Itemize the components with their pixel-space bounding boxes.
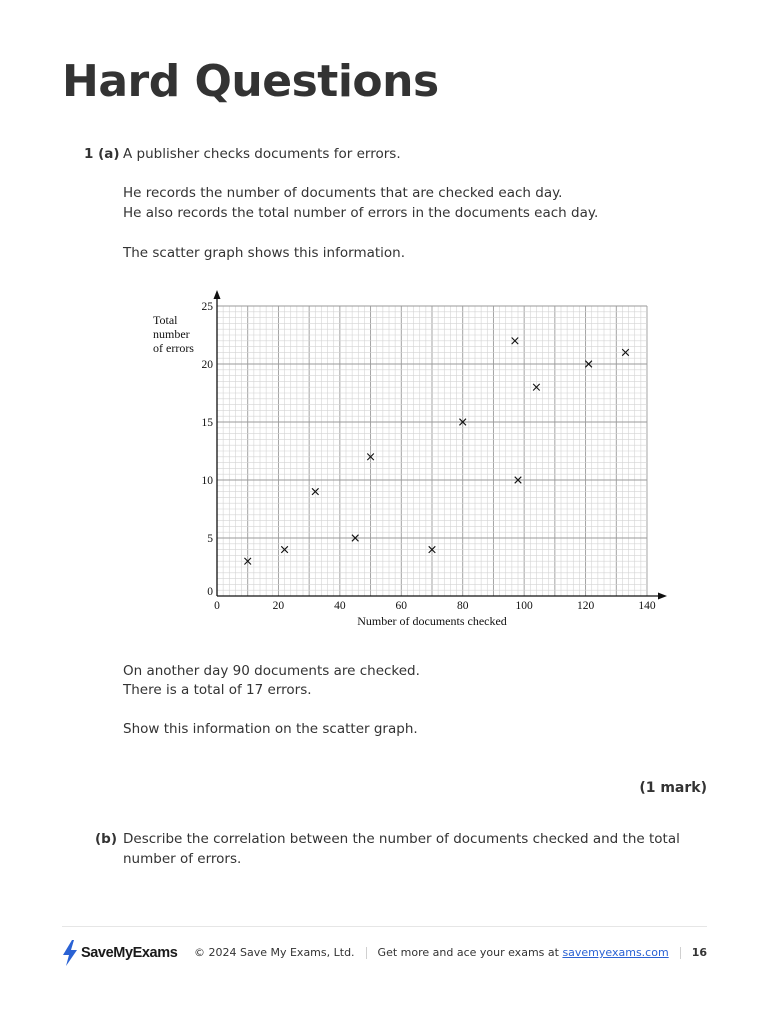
x-axis-label: Number of documents checked xyxy=(357,614,507,628)
footer-separator xyxy=(680,947,681,959)
copyright-text: © 2024 Save My Exams, Ltd. xyxy=(194,946,355,959)
question-a-line-2: He records the number of documents that are checked each day. xyxy=(123,185,563,201)
footer-divider xyxy=(62,926,707,927)
y-tick-label: 5 xyxy=(207,533,213,545)
y-axis-label-line: of errors xyxy=(153,341,194,355)
scatter-graph xyxy=(140,286,670,636)
x-tick-label: 40 xyxy=(334,600,346,612)
question-number-1a: 1 (a) xyxy=(84,146,120,162)
x-tick-label: 80 xyxy=(456,600,469,612)
y-tick-label: 20 xyxy=(201,359,213,371)
y-tick-label: 10 xyxy=(201,475,213,487)
question-number-b: (b) xyxy=(95,831,118,847)
marks-label: (1 mark) xyxy=(639,780,707,796)
brand-logo[interactable] xyxy=(62,940,177,966)
y-axis-label-line: number xyxy=(153,327,190,341)
brand-name: SaveMyExams xyxy=(81,945,178,961)
page-number: 16 xyxy=(691,946,707,959)
page-title: Hard Questions xyxy=(62,56,439,107)
question-a-after-1: On another day 90 documents are checked. xyxy=(123,663,420,679)
x-tick-label: 60 xyxy=(395,600,408,612)
y-tick-label: 25 xyxy=(201,301,213,313)
y-axis-arrow xyxy=(214,290,221,299)
website-link[interactable]: savemyexams.com xyxy=(562,946,669,959)
y-tick-label: 0 xyxy=(207,586,213,598)
y-tick-label: 15 xyxy=(201,417,213,429)
question-b-text: Describe the correlation between the number of documents checked and the total number of errors. xyxy=(123,831,680,867)
question-a-line-4: The scatter graph shows this information. xyxy=(123,245,406,261)
footer-info xyxy=(194,946,707,959)
x-tick-label: 140 xyxy=(638,600,656,612)
lightning-bolt-icon xyxy=(62,940,78,966)
y-axis-label-line: Total xyxy=(153,313,178,327)
x-tick-label: 0 xyxy=(214,600,220,612)
question-a-line-1: A publisher checks documents for errors. xyxy=(123,146,401,162)
x-tick-label: 20 xyxy=(272,600,285,612)
x-tick-label: 120 xyxy=(576,600,595,612)
x-tick-label: 100 xyxy=(515,600,533,612)
footer-separator xyxy=(366,947,367,959)
question-a-after-2: There is a total of 17 errors. xyxy=(123,682,312,698)
x-axis-arrow xyxy=(658,593,667,600)
question-a-instruction: Show this information on the scatter graph. xyxy=(123,721,418,737)
question-a-line-3: He also records the total number of errors in the documents each day. xyxy=(123,205,599,221)
promo-text: Get more and ace your exams at xyxy=(377,946,559,959)
